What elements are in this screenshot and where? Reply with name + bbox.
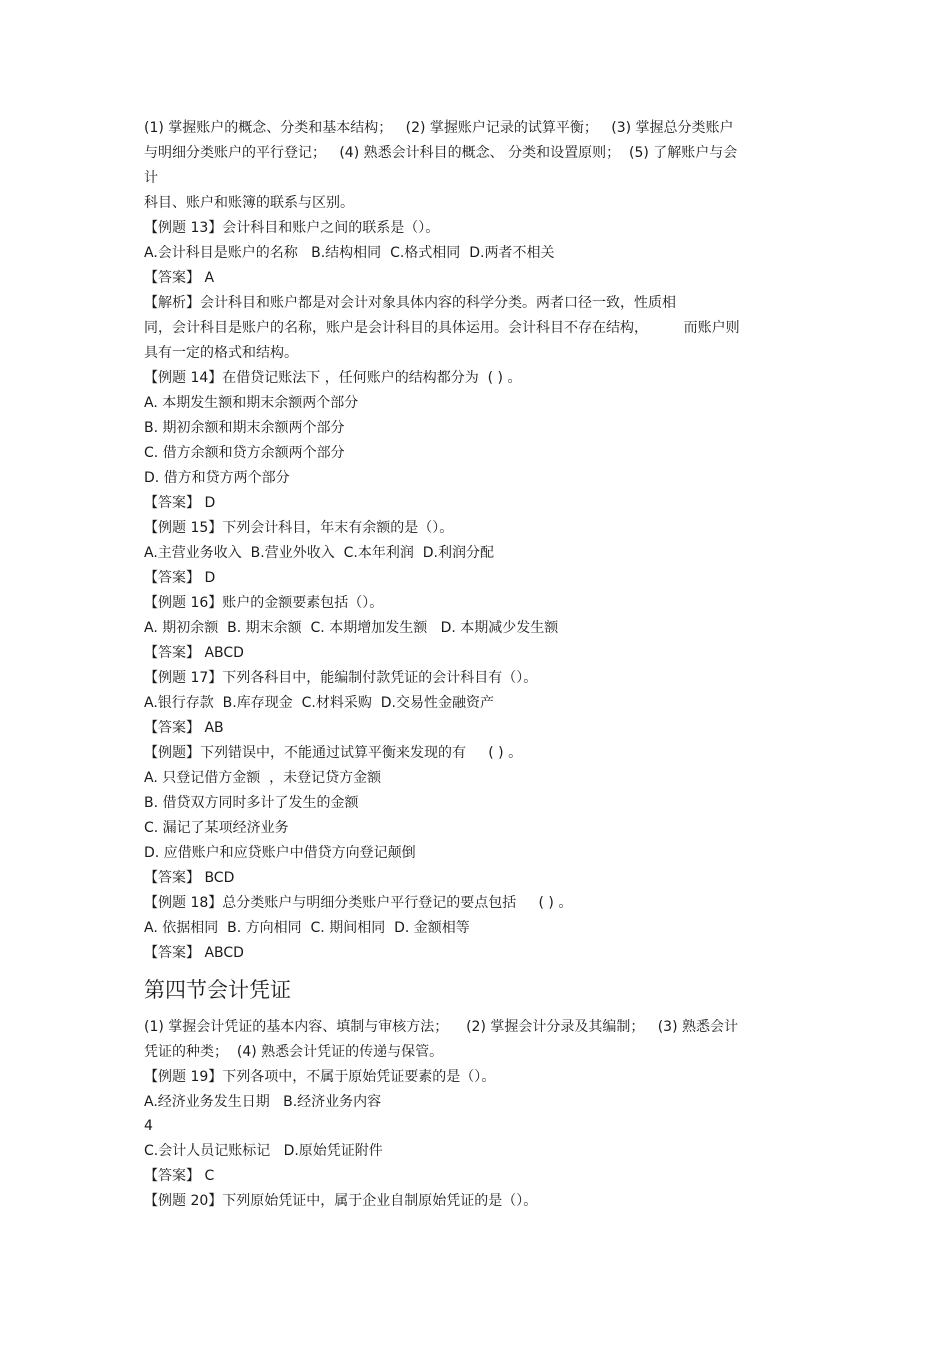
text-line: B. 期初余额和期末余额两个部分 xyxy=(144,420,345,436)
text-line: 【答案】 BCD xyxy=(144,870,235,886)
text-line: 【答案】 D xyxy=(144,570,216,586)
text-line: C. 漏记了某项经济业务 xyxy=(144,820,289,836)
text-line: 【答案】 A xyxy=(144,270,215,286)
text-line: A. 依据相同 B. 方向相同 C. 期间相同 D. 金额相等 xyxy=(144,920,470,936)
text-line: 【例题 16】账户的金额要素包括（）。 xyxy=(144,595,384,611)
text-line: A. 只登记借方金额 ，未登记贷方金额 xyxy=(144,770,382,786)
section-heading: 第四节会计凭证 xyxy=(144,978,291,1002)
text-line: 【答案】 ABCD xyxy=(144,945,244,961)
text-line: B. 借贷双方同时多计了发生的金额 xyxy=(144,795,359,811)
text-line: 凭证的种类； (4) 熟悉会计凭证的传递与保管。 xyxy=(144,1044,444,1060)
text-line: 【答案】 AB xyxy=(144,720,224,736)
text-line: D. 应借账户和应贷账户中借贷方向登记颠倒 xyxy=(144,845,416,861)
text-line: 计 xyxy=(144,170,158,186)
page-number: 4 xyxy=(144,1118,153,1134)
text-line: 【例题 13】会计科目和账户之间的联系是（）。 xyxy=(144,220,440,236)
text-line: 具有一定的格式和结构。 xyxy=(144,345,298,361)
text-line: 【例题 19】下列各项中，不属于原始凭证要素的是（）。 xyxy=(144,1069,496,1085)
text-line: A. 期初余额 B. 期末余额 C. 本期增加发生额 D. 本期减少发生额 xyxy=(144,620,559,636)
text-line: 科目、账户和账簿的联系与区别。 xyxy=(144,195,354,211)
text-line: (1) 掌握账户的概念、分类和基本结构； (2) 掌握账户记录的试算平衡； (3) 掌握总分类账户 xyxy=(144,120,734,136)
text-line: 【例题】下列错误中，不能通过试算平衡来发现的有 ( ) 。 xyxy=(144,745,523,761)
text-line: C.会计人员记账标记 D.原始凭证附件 xyxy=(144,1143,383,1159)
text-line: 【例题 20】下列原始凭证中，属于企业自制原始凭证的是（）。 xyxy=(144,1193,538,1209)
text-line: 【答案】 C xyxy=(144,1168,215,1184)
text-line: 【例题 15】下列会计科目，年末有余额的是（）。 xyxy=(144,520,454,536)
text-line: 同，会计科目是账户的名称，账户是会计科目的具体运用。会计科目不存在结构， 而账户则 xyxy=(144,320,740,336)
text-line: A.银行存款 B.库存现金 C.材料采购 D.交易性金融资产 xyxy=(144,695,494,711)
text-line: A. 本期发生额和期末余额两个部分 xyxy=(144,395,359,411)
text-line: 【例题 17】下列各科目中，能编制付款凭证的会计科目有（）。 xyxy=(144,670,538,686)
text-line: 【答案】 D xyxy=(144,495,216,511)
text-line: 与明细分类账户的平行登记； (4) 熟悉会计科目的概念、 分类和设置原则； (5) 了解账户与会 xyxy=(144,145,738,161)
text-line: 【解析】会计科目和账户都是对会计对象具体内容的科学分类。两者口径一致，性质相 xyxy=(144,295,676,311)
text-line: D. 借方和贷方两个部分 xyxy=(144,470,290,486)
text-line: A.经济业务发生日期 B.经济业务内容 xyxy=(144,1094,382,1110)
text-line: A.主营业务收入 B.营业外收入 C.本年利润 D.利润分配 xyxy=(144,545,494,561)
text-line: 【答案】 ABCD xyxy=(144,645,244,661)
text-line: C. 借方余额和贷方余额两个部分 xyxy=(144,445,345,461)
text-line: 【例题 18】总分类账户与明细分类账户平行登记的要点包括 ( ) 。 xyxy=(144,895,573,911)
text-line: 【例题 14】在借贷记账法下 ，任何账户的结构都分为 ( ) 。 xyxy=(144,370,522,386)
text-line: (1) 掌握会计凭证的基本内容、填制与审核方法； (2) 掌握会计分录及其编制； (3) 熟悉会计 xyxy=(144,1019,738,1035)
text-line: A.会计科目是账户的名称 B.结构相同 C.格式相同 D.两者不相关 xyxy=(144,245,555,261)
